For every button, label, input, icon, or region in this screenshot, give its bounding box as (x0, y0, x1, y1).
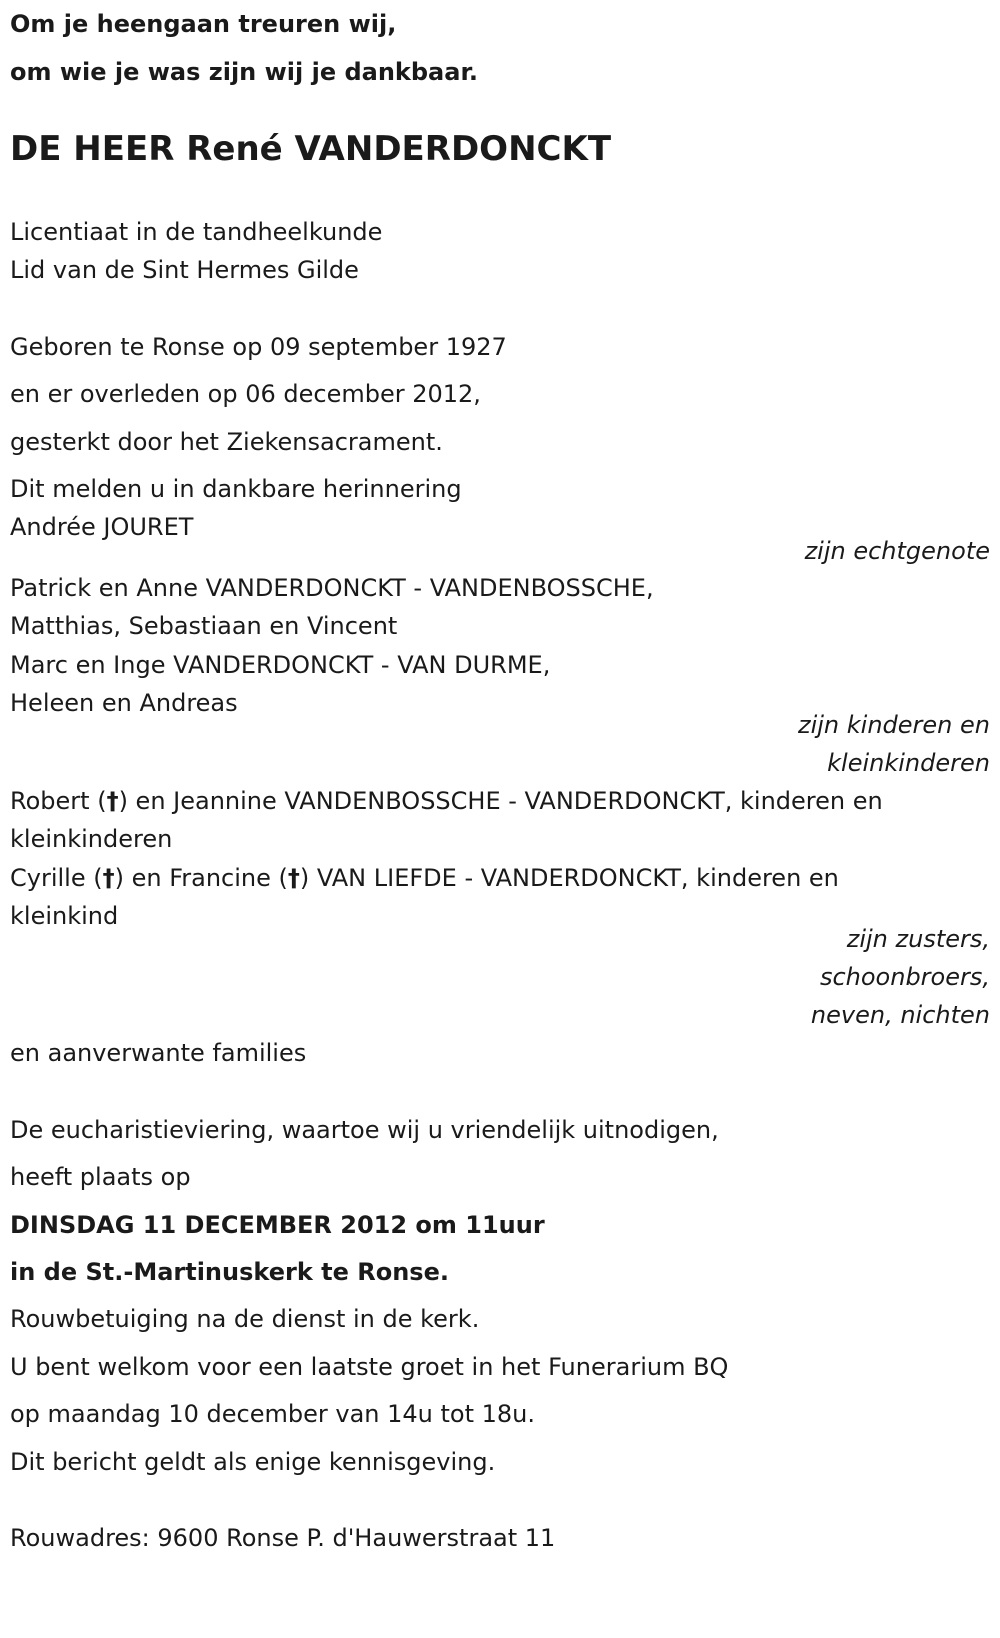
sibling-cyrille-pre: Cyrille ( (10, 864, 103, 892)
children-line-3: Marc en Inge VANDERDONCKT - VAN DURME, (10, 651, 551, 679)
ceremony-date: DINSDAG 11 DECEMBER 2012 om 11uur (10, 1211, 545, 1239)
visit-line-1: U bent welkom voor een laatste groet in het Funerarium BQ (10, 1353, 729, 1381)
ceremony-line-2: heeft plaats op (10, 1163, 191, 1191)
cross-icon: † (106, 787, 119, 815)
cross-icon: † (102, 864, 115, 892)
children-line-2: Matthias, Sebastiaan en Vincent (10, 612, 398, 640)
notice-line: Dit bericht geldt als enige kennisgeving. (10, 1448, 496, 1476)
visit-line-2: op maandag 10 december van 14u tot 18u. (10, 1400, 535, 1428)
ceremony-place: in de St.-Martinuskerk te Ronse. (10, 1258, 449, 1286)
deceased-name: DE HEER René VANDERDONCKT (10, 129, 612, 169)
sibling-cyrille-mid: ) en Francine ( (114, 864, 288, 892)
title-line-1: Licentiaat in de tandheelkunde (10, 218, 383, 246)
intro-line-1: Om je heengaan treuren wij, (10, 10, 397, 38)
children-relation-1: zijn kinderen en (798, 711, 990, 739)
sibling-robert-pre: Robert ( (10, 787, 107, 815)
sibling-robert-post: ) en Jeannine VANDENBOSSCHE - VANDERDONCKT, kinderen en (118, 787, 883, 815)
children-relation-2: kleinkinderen (827, 749, 990, 777)
born-line: Geboren te Ronse op 09 september 1927 (10, 333, 507, 361)
sibling-robert-line-2: kleinkinderen (10, 825, 173, 853)
siblings-relation-3: neven, nichten (810, 1001, 990, 1029)
sibling-cyrille-line-2: kleinkind (10, 902, 119, 930)
siblings-relation-1: zijn zusters, (846, 925, 990, 953)
condolence-line: Rouwbetuiging na de dienst in de kerk. (10, 1305, 480, 1333)
spouse-name: Andrée JOURET (10, 513, 194, 541)
sibling-robert-line-1 (10, 781, 883, 821)
children-line-4: Heleen en Andreas (10, 689, 238, 717)
cross-icon: † (287, 864, 300, 892)
siblings-relation-2: schoonbroers, (819, 963, 990, 991)
families-line: en aanverwante families (10, 1039, 307, 1067)
spouse-relation: zijn echtgenote (804, 537, 990, 565)
intro-line-2: om wie je was zijn wij je dankbaar. (10, 58, 478, 86)
died-line: en er overleden op 06 december 2012, (10, 380, 481, 408)
sibling-cyrille-line-1 (10, 858, 839, 898)
ceremony-line-1: De eucharistieviering, waartoe wij u vriendelijk uitnodigen, (10, 1116, 719, 1144)
announce-line: Dit melden u in dankbare herinnering (10, 475, 462, 503)
title-line-2: Lid van de Sint Hermes Gilde (10, 256, 359, 284)
sibling-cyrille-post: ) VAN LIEFDE - VANDERDONCKT, kinderen en (299, 864, 839, 892)
address-line: Rouwadres: 9600 Ronse P. d'Hauwerstraat 11 (10, 1524, 556, 1552)
sacrament-line: gesterkt door het Ziekensacrament. (10, 428, 443, 456)
children-line-1: Patrick en Anne VANDERDONCKT - VANDENBOSSCHE, (10, 574, 654, 602)
